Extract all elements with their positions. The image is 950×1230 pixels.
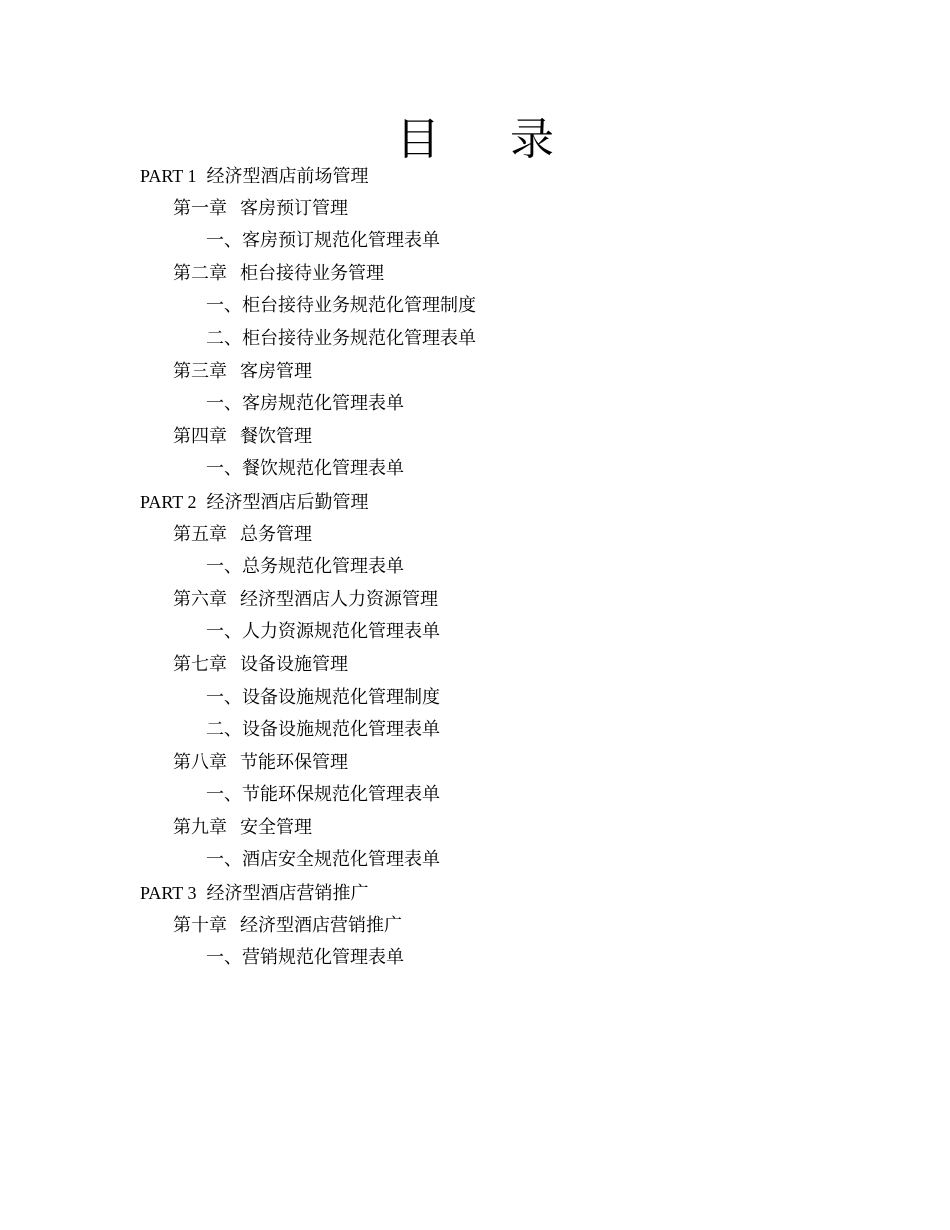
toc-chapter-number: 第六章 [173, 588, 227, 610]
toc-section-entry [140, 453, 840, 486]
toc-section-entry [140, 551, 840, 584]
toc-section-title: 一、营销规范化管理表单 [206, 947, 404, 969]
toc-chapter-title: 客房管理 [240, 360, 312, 382]
table-of-contents [140, 160, 840, 975]
toc-section-entry [140, 388, 840, 421]
toc-section-entry [140, 942, 840, 975]
toc-section-title: 一、客房预订规范化管理表单 [206, 230, 440, 252]
toc-section-entry [140, 844, 840, 877]
toc-section-title: 一、人力资源规范化管理表单 [206, 621, 440, 643]
toc-chapter-number: 第七章 [173, 653, 227, 675]
toc-chapter-number: 第九章 [173, 816, 227, 838]
toc-chapter-number: 第三章 [173, 360, 227, 382]
toc-chapter-title: 总务管理 [240, 523, 312, 545]
toc-chapter-entry [140, 193, 840, 226]
toc-section-entry [140, 225, 840, 258]
toc-chapter-entry [140, 258, 840, 291]
toc-chapter-title: 设备设施管理 [240, 653, 348, 675]
toc-section-title: 一、客房规范化管理表单 [206, 393, 404, 415]
toc-section-title: 一、设备设施规范化管理制度 [206, 686, 440, 708]
toc-section-entry [140, 290, 840, 323]
toc-chapter-number: 第八章 [173, 751, 227, 773]
toc-chapter-entry [140, 356, 840, 389]
toc-part-entry [140, 160, 840, 193]
toc-chapter-title: 经济型酒店营销推广 [240, 914, 402, 936]
toc-chapter-number: 第十章 [173, 914, 227, 936]
toc-section-title: 二、柜台接待业务规范化管理表单 [206, 327, 476, 349]
toc-chapter-title: 柜台接待业务管理 [240, 262, 384, 284]
toc-section-title: 二、设备设施规范化管理表单 [206, 719, 440, 741]
toc-section-entry [140, 779, 840, 812]
toc-part-title: 经济型酒店营销推广 [206, 883, 369, 905]
toc-section-title: 一、节能环保规范化管理表单 [206, 784, 440, 806]
toc-chapter-title: 安全管理 [240, 816, 312, 838]
toc-part-entry [140, 877, 840, 910]
toc-section-title: 一、酒店安全规范化管理表单 [206, 849, 440, 871]
toc-section-entry [140, 682, 840, 715]
toc-chapter-entry [140, 519, 840, 552]
toc-part-title: 经济型酒店后勤管理 [206, 491, 369, 513]
toc-part-number: PART 1 [140, 166, 197, 186]
toc-chapter-title: 客房预订管理 [240, 197, 348, 219]
toc-chapter-entry [140, 910, 840, 943]
toc-section-entry [140, 616, 840, 649]
toc-part-entry [140, 486, 840, 519]
toc-part-number: PART 3 [140, 883, 197, 904]
toc-section-entry [140, 323, 840, 356]
page-title: 目 录 [396, 114, 582, 165]
toc-chapter-number: 第二章 [173, 262, 227, 284]
toc-part-title: 经济型酒店前场管理 [206, 166, 369, 187]
toc-part-number: PART 2 [140, 491, 197, 512]
toc-chapter-entry [140, 584, 840, 617]
toc-chapter-number: 第四章 [173, 425, 227, 447]
toc-chapter-entry [140, 747, 840, 780]
toc-section-entry [140, 714, 840, 747]
toc-chapter-title: 经济型酒店人力资源管理 [240, 588, 438, 610]
toc-section-title: 一、餐饮规范化管理表单 [206, 458, 404, 480]
toc-section-title: 一、总务规范化管理表单 [206, 556, 404, 578]
toc-section-title: 一、柜台接待业务规范化管理制度 [206, 295, 476, 317]
toc-chapter-title: 餐饮管理 [240, 425, 312, 447]
toc-chapter-entry [140, 812, 840, 845]
toc-chapter-entry [140, 649, 840, 682]
toc-chapter-number: 第五章 [173, 523, 227, 545]
toc-chapter-entry [140, 421, 840, 454]
toc-chapter-title: 节能环保管理 [240, 751, 348, 773]
toc-chapter-number: 第一章 [173, 197, 227, 219]
